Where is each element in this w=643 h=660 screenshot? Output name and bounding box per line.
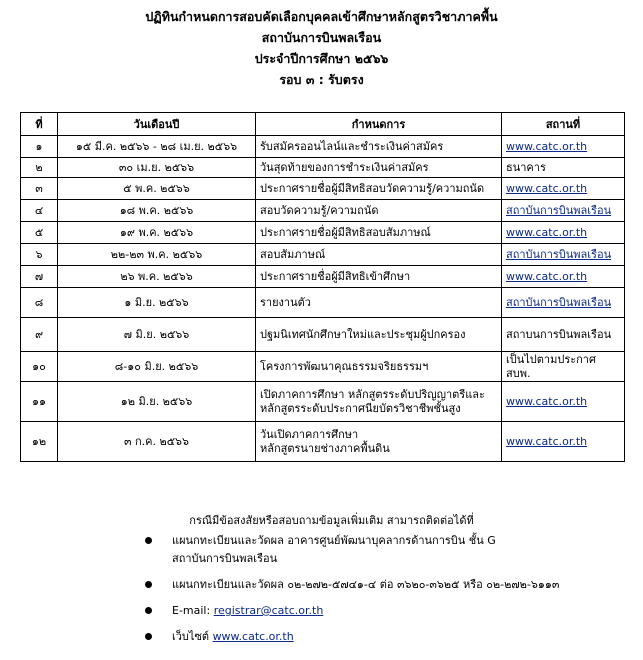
cell-no: ๑๒ [21,422,58,462]
office-line-2: สถาบันการบินพลเรือน [172,552,278,565]
cell-date: ๑๕ มี.ค. ๒๕๖๖ - ๒๘ เม.ย. ๒๕๖๖ [58,136,256,158]
table-row [21,136,625,158]
event-line: รายงานตัว [260,295,311,309]
title-line-3: ประจำปีการศึกษา ๒๕๖๖ [254,51,389,66]
event-line: หลักสูตรระดับประกาศนียบัตรวิชาชีพชั้นสูง [260,401,461,415]
cell-no: ๑ [21,136,58,158]
header-no: ที่ [21,113,58,136]
cell-place [502,266,625,288]
cell-no: ๒ [21,158,58,178]
cell-date: ๑๘ พ.ค. ๒๕๖๖ [58,200,256,222]
phone-text: แผนกทะเบียนและวัดผล ๐๒-๒๗๒-๕๗๔๑-๔ ต่อ ๓๖๒๐-๓๖๒๕ หรือ ๐๒-๒๗๒-๖๑๑๓ [172,578,560,591]
table-row [21,382,625,422]
cell-no: ๘ [21,288,58,318]
cell-no: ๙ [21,318,58,352]
place-text: สถาบนการบินพลเรือน [506,327,612,341]
contact-email [0,602,643,620]
cell-event [256,422,502,462]
event-line: ปฐมนิเทศนักศึกษาใหม่และประชุมผู้ปกครอง [260,327,466,341]
cell-event [256,318,502,352]
place-link[interactable]: www.catc.or.th [506,434,588,448]
event-line: ประกาศรายชื่อผู้มีสิทธิเข้าศึกษา [260,269,411,283]
cell-event [256,288,502,318]
contact-office [0,532,643,568]
email-label: E-mail: [172,604,214,617]
website-label: เว็บไซต์ [172,630,213,643]
cell-place [502,352,625,382]
cell-date: ๒๖ พ.ค. ๒๕๖๖ [58,266,256,288]
event-line: ประกาศรายชื่อผู้มีสิทธิสอบวัดความรู้/ความถนัด [260,181,485,195]
header-place: สถานที่ [502,113,625,136]
table-header-row [21,113,625,136]
cell-place [502,244,625,266]
contact-website [0,628,643,646]
cell-place [502,318,625,352]
office-line-1: แผนกทะเบียนและวัดผล อาคารศูนย์พัฒนาบุคลากรด้านการบิน ชั้น G [172,534,496,547]
table-row [21,200,625,222]
place-link[interactable]: www.catc.or.th [506,394,588,408]
cell-place [502,158,625,178]
table-body [21,136,625,462]
cell-place [502,422,625,462]
bullet-icon [145,537,152,544]
place-link[interactable]: www.catc.or.th [506,181,588,195]
cell-event [256,266,502,288]
cell-place [502,288,625,318]
cell-date: ๑ มิ.ย. ๒๕๖๖ [58,288,256,318]
event-line: สอบสัมภาษณ์ [260,247,326,261]
title-line-4: รอบ ๓ : รับตรง [279,72,364,87]
table-row [21,288,625,318]
cell-no: ๓ [21,178,58,200]
table-row [21,158,625,178]
cell-event [256,222,502,244]
place-link[interactable]: สถาบันการบินพลเรือน [506,295,612,309]
event-line: เปิดภาคการศึกษา หลักสูตรระดับปริญญาตรีและ [260,387,485,401]
cell-date: ๑๙ พ.ค. ๒๕๖๖ [58,222,256,244]
event-line: วันเปิดภาคการศึกษา [260,427,359,441]
email-link[interactable]: registrar@catc.or.th [213,604,324,617]
cell-event [256,244,502,266]
bullet-icon [145,607,152,614]
title-line-2: สถาบันการบินพลเรือน [261,30,382,45]
header-event: กำหนดการ [256,113,502,136]
cell-place [502,136,625,158]
document-title-block [0,6,643,90]
place-link[interactable]: สถาบันการบินพลเรือน [506,203,612,217]
bullet-icon [145,633,152,640]
cell-event [256,200,502,222]
contact-title: กรณีมีข้อสงสัยหรือสอบถามข้อมูลเพิ่มเติม สามารถติดต่อได้ที่ [189,514,474,527]
cell-no: ๕ [21,222,58,244]
contact-list [0,532,643,646]
cell-place [502,382,625,422]
cell-date: ๘-๑๐ มิ.ย. ๒๕๖๖ [58,352,256,382]
place-link[interactable]: www.catc.or.th [506,269,588,283]
cell-place [502,178,625,200]
place-link[interactable]: www.catc.or.th [506,139,588,153]
cell-date: ๓๐ เม.ย. ๒๕๖๖ [58,158,256,178]
place-link[interactable]: www.catc.or.th [506,225,588,239]
cell-date: ๑๒ มิ.ย. ๒๕๖๖ [58,382,256,422]
header-date: วันเดือนปี [58,113,256,136]
table-row [21,318,625,352]
cell-date: ๕ พ.ค. ๒๕๖๖ [58,178,256,200]
title-line-1: ปฏิทินกำหนดการสอบคัดเลือกบุคคลเข้าศึกษาหลักสูตรวิชาภาคพื้น [145,9,498,24]
event-line: โครงการพัฒนาคุณธรรมจริยธรรมฯ [260,359,429,373]
cell-place [502,200,625,222]
place-link[interactable]: สถาบันการบินพลเรือน [506,247,612,261]
cell-date: ๗ มิ.ย. ๒๕๖๖ [58,318,256,352]
table-row [21,422,625,462]
cell-place [502,222,625,244]
cell-event [256,178,502,200]
cell-date: ๒๒-๒๓ พ.ค. ๒๕๖๖ [58,244,256,266]
cell-event [256,158,502,178]
table-row [21,178,625,200]
table-row [21,352,625,382]
cell-no: ๔ [21,200,58,222]
event-line: รับสมัครออนไลน์และชำระเงินค่าสมัคร [260,139,444,153]
place-text: ธนาคาร [506,160,546,174]
cell-event [256,352,502,382]
table-row [21,222,625,244]
table-row [21,266,625,288]
event-line: สอบวัดความรู้/ความถนัด [260,203,379,217]
bullet-icon [145,581,152,588]
contact-section [0,510,643,646]
cell-no: ๖ [21,244,58,266]
cell-date: ๓ ก.ค. ๒๕๖๖ [58,422,256,462]
event-line: ประกาศรายชื่อผู้มีสิทธิสอบสัมภาษณ์ [260,225,431,239]
table-row [21,244,625,266]
cell-event [256,382,502,422]
event-line: วันสุดท้ายของการชำระเงินค่าสมัคร [260,160,429,174]
website-link[interactable]: www.catc.or.th [212,630,294,643]
event-line: หลักสูตรนายช่างภาคพื้นดิน [260,441,390,455]
cell-no: ๗ [21,266,58,288]
cell-no: ๑๐ [21,352,58,382]
cell-no: ๑๑ [21,382,58,422]
cell-event [256,136,502,158]
schedule-table [20,112,625,462]
contact-phone [0,576,643,594]
place-text: เป็นไปตามประกาศ สบพ. [506,352,596,380]
